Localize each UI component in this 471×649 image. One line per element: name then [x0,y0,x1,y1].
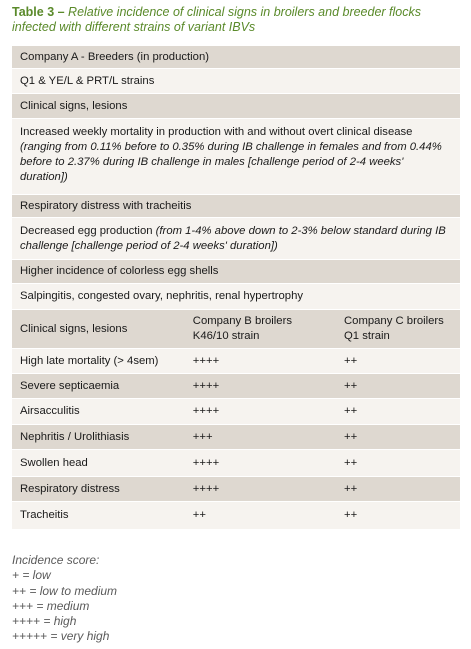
egg-detail-text: (from 1-4% above down to 2-3% below standard during IB challenge [challenge period of 2-4 weeks' duration]) [20,225,446,252]
legend-heading: Incidence score: [12,553,100,567]
col-header-company-c [344,314,452,344]
sign-cell: Respiratory distress [20,482,120,495]
legend-item: ++++ = high [12,614,77,629]
company-c-score: ++ [344,379,358,392]
company-b-score: ++++ [192,456,220,469]
broilers-header-row [12,309,460,348]
legend-item: +++ = medium [12,598,90,613]
sign-cell: Severe septicaemia [20,379,120,392]
salpingitis-row [12,283,460,309]
company-b-score: ++++ [192,482,220,495]
col-header-company-c-line2: Q1 strain [344,330,390,342]
company-b-score: ++ [192,509,206,521]
legend-item: + = low [12,568,51,583]
company-c-score: ++ [344,354,358,367]
col-header-company-b [193,314,344,344]
company-b-score: ++++ [192,405,220,417]
incidence-table [12,46,460,529]
egg-main-text: Decreased egg production [20,225,156,237]
col-header-company-b-line1: Company B broilers [192,315,292,327]
sign-cell: Airsacculitis [20,405,80,417]
egg-production-row [12,217,460,259]
sign-cell: Nephritis / Urolithiasis [20,430,130,443]
mortality-detail-text: (ranging from 0.11% before to 0.35% during IB challenge in females and from 0.44% before to 2.37% during IB challenge in males [challenge period of 2-4 weeks' duration]) [20,141,442,183]
company-b-score: ++++ [192,354,220,367]
legend-item: +++++ = very high [12,629,110,644]
company-c-score: ++ [344,456,358,469]
company-b-score: +++ [192,430,213,443]
salpingitis-text: Salpingitis, congested ovary, nephritis, renal hypertrophy [20,290,303,302]
legend-item: ++ = low to medium [12,583,118,598]
table-row [12,398,460,424]
table-row [12,424,460,449]
mortality-row [12,118,460,194]
table-row [12,373,460,398]
table-row [12,449,460,476]
signs-label-text: Clinical signs, lesions [20,99,128,112]
company-c-score: ++ [344,482,358,495]
respiratory-tracheitis-text: Respiratory distress with tracheitis [20,199,192,212]
sign-cell: Tracheitis [20,509,69,521]
mortality-main-text: Increased weekly mortality in production with and without overt clinical disease [20,126,413,138]
col-header-company-b-line2: K46/10 strain [192,330,260,342]
company-a-strains [12,68,460,93]
table-caption: Relative incidence of clinical signs in broilers and breeder flocks infected with different strains of variant IBVs [12,5,422,34]
table-title [12,5,462,35]
table-row [12,501,460,529]
colorless-shells-row [12,259,460,283]
colorless-shells-text: Higher incidence of colorless egg shells [20,265,219,277]
company-b-score: ++++ [192,379,220,392]
col-header-company-c-line1: Company C broilers [344,315,444,327]
company-c-score: ++ [344,405,358,417]
table-row [12,476,460,501]
col-header-signs: Clinical signs, lesions [20,322,128,335]
incidence-legend [12,553,312,645]
company-a-signs-label [12,93,460,118]
company-c-score: ++ [344,509,358,521]
respiratory-tracheitis-row [12,194,460,217]
company-a-strains-text: Q1 & YE/L & PRT/L strains [20,74,155,87]
sign-cell: Swollen head [20,456,88,469]
company-a-header [12,46,460,68]
table-row [12,348,460,373]
sign-cell: High late mortality (> 4sem) [20,354,159,367]
company-c-score: ++ [344,430,358,443]
table-number: Table 3 – [12,5,69,19]
company-a-header-text: Company A - Breeders (in production) [20,50,210,63]
